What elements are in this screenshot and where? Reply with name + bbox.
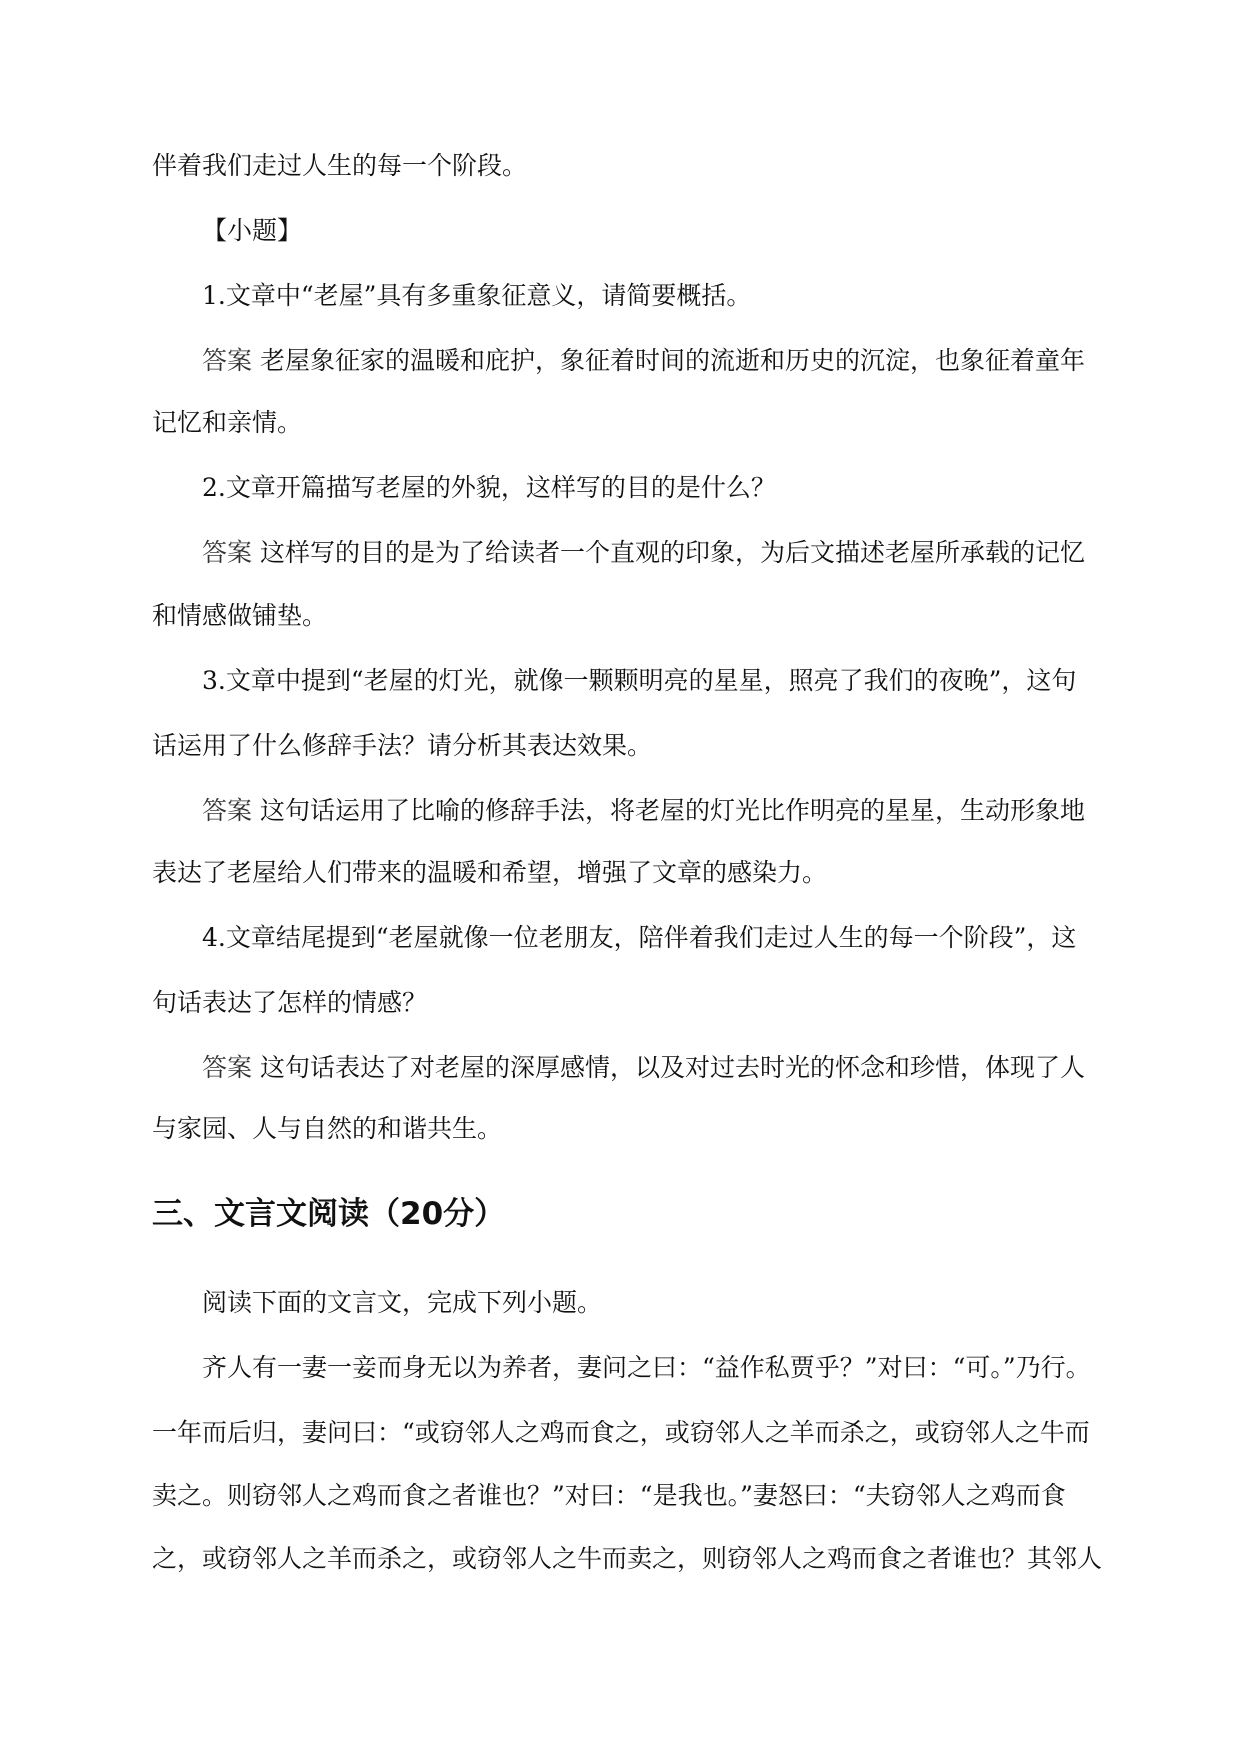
answer-1-line-1 (152, 344, 1085, 378)
passage-line: 一年而后归，妻问曰：“或窃邻人之鸡而食之，或窃邻人之羊而杀之，或窃邻人之牛而 (152, 1418, 1090, 1447)
section-title: 三、文言文阅读（20分） (152, 1196, 506, 1232)
question-3-line-2: 话运用了什么修辞手法？请分析其表达效果。 (152, 731, 653, 760)
answer-label: 答案 (202, 538, 253, 567)
answer-text: 老屋象征家的温暖和庇护，象征着时间的流逝和历史的沉淀，也象征着童年 (259, 346, 1085, 375)
paragraph-continuation: 伴着我们走过人生的每一个阶段。 (152, 151, 528, 180)
question-4-line-1: 4.文章结尾提到“老屋就像一位老朋友，陪伴着我们走过人生的每一个阶段”，这 (202, 923, 1077, 952)
answer-2-line-1 (152, 536, 1085, 570)
answer-text: 这句话表达了对老屋的深厚感情，以及对过去时光的怀念和珍惜，体现了人 (259, 1053, 1085, 1082)
passage-line: 齐人有一妻一妾而身无以为养者，妻问之曰：“益作私贾乎？”对曰：“可。”乃行。 (202, 1353, 1091, 1382)
answer-label: 答案 (202, 796, 253, 825)
passage-line: 卖之。则窃邻人之鸡而食之者谁也？”对曰：“是我也。”妻怒曰：“夫窃邻人之鸡而食 (152, 1481, 1066, 1510)
answer-4-line-2: 与家园、人与自然的和谐共生。 (152, 1114, 503, 1143)
question-3-line-1: 3.文章中提到“老屋的灯光，就像一颗颗明亮的星星，照亮了我们的夜晚”，这句 (202, 666, 1077, 695)
section-instruction: 阅读下面的文言文，完成下列小题。 (202, 1288, 603, 1317)
answer-1-line-2: 记忆和亲情。 (152, 408, 303, 437)
answer-text: 这样写的目的是为了给读者一个直观的印象，为后文描述老屋所承载的记忆 (259, 538, 1085, 567)
answer-4-line-1 (152, 1051, 1085, 1085)
answer-label: 答案 (202, 1053, 253, 1082)
answer-label: 答案 (202, 346, 253, 375)
question-1: 1.文章中“老屋”具有多重象征意义，请简要概括。 (202, 281, 752, 310)
subquestions-heading: 【小题】 (202, 216, 303, 245)
answer-text: 这句话运用了比喻的修辞手法，将老屋的灯光比作明亮的星星，生动形象地 (259, 796, 1085, 825)
answer-2-line-2: 和情感做铺垫。 (152, 601, 328, 630)
question-2: 2.文章开篇描写老屋的外貌，这样写的目的是什么？ (202, 473, 776, 502)
answer-3-line-1 (152, 794, 1085, 828)
answer-3-line-2: 表达了老屋给人们带来的温暖和希望，增强了文章的感染力。 (152, 858, 828, 887)
passage-line: 之，或窃邻人之羊而杀之，或窃邻人之牛而卖之，则窃邻人之鸡而食之者谁也？其邻人 (152, 1544, 1103, 1573)
question-4-line-2: 句话表达了怎样的情感？ (152, 988, 428, 1017)
